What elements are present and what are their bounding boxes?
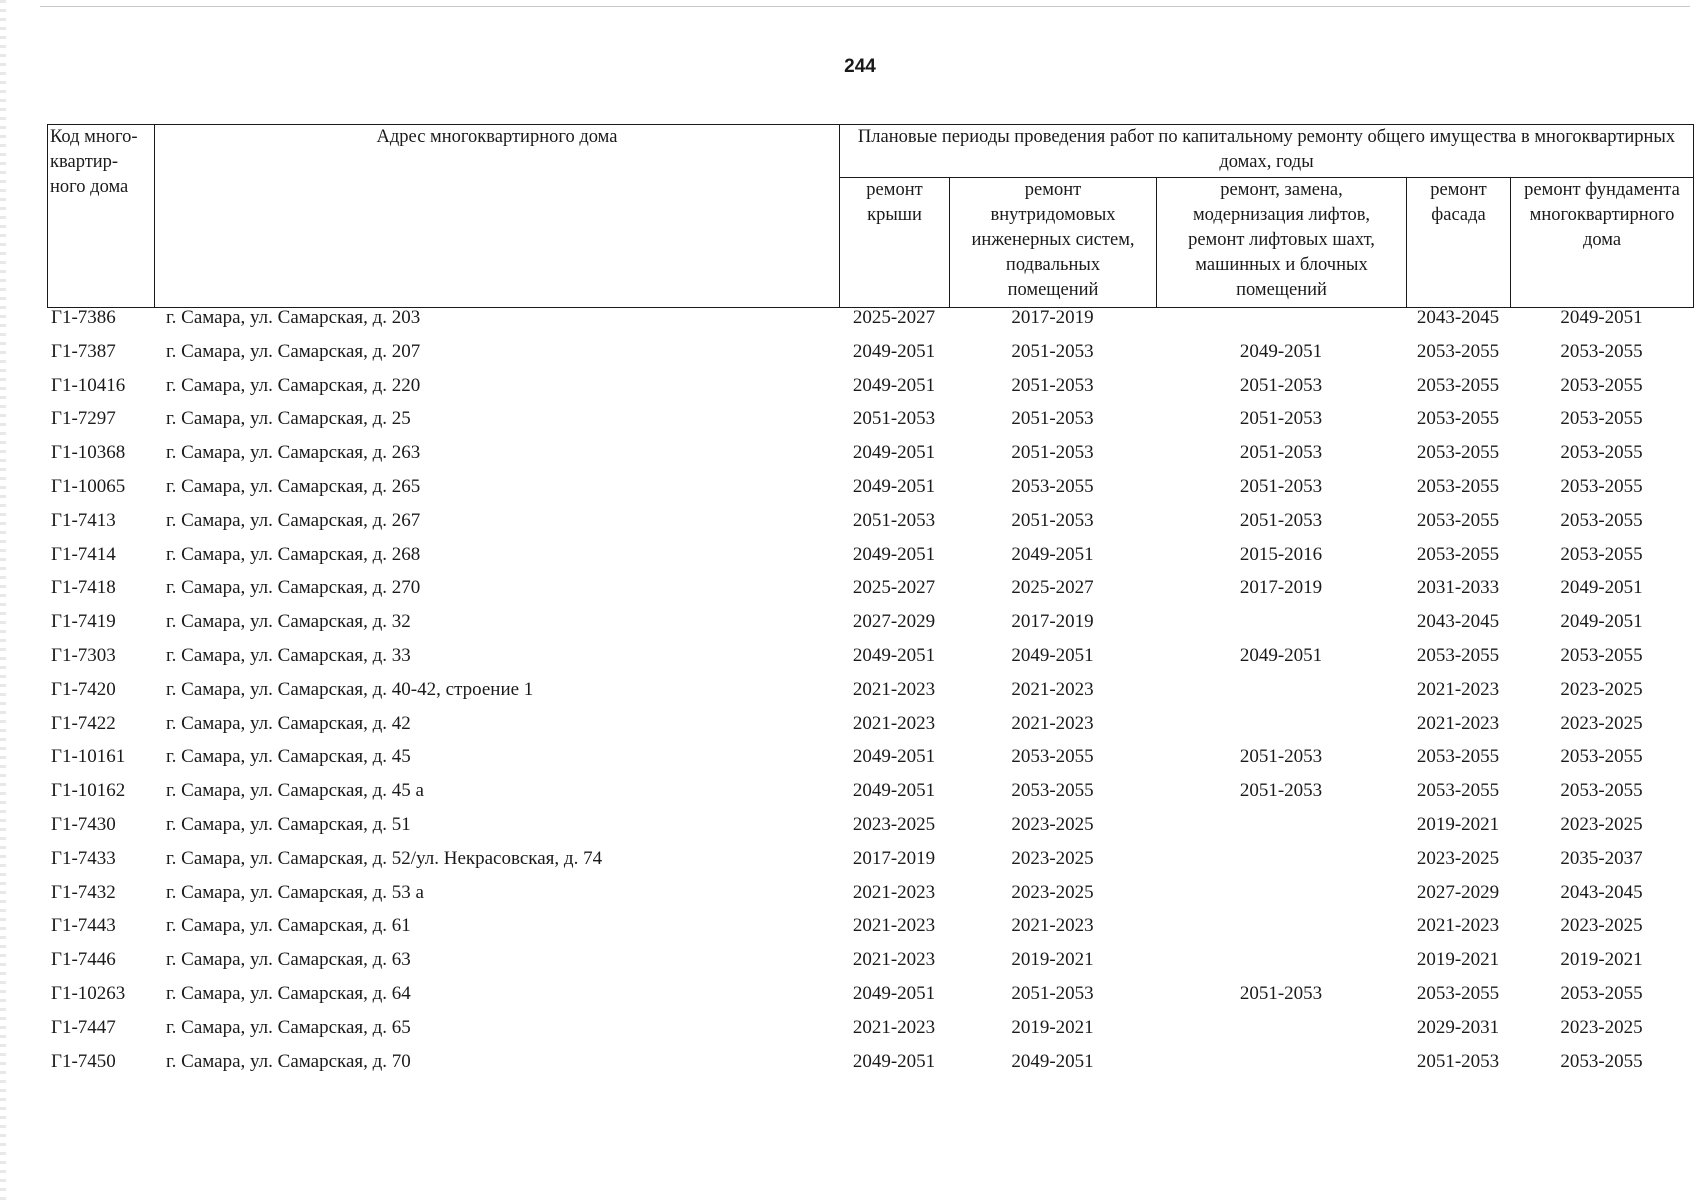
scan-edge-top bbox=[40, 6, 1690, 7]
cell-elevators: 2051-2053 bbox=[1239, 509, 1323, 531]
cell-code: Г1-7446 bbox=[51, 949, 116, 971]
table-row bbox=[47, 577, 1693, 611]
cell-address: г. Самара, ул. Самарская, д. 207 bbox=[166, 340, 421, 362]
table-row bbox=[47, 611, 1693, 645]
cell-roof: 2025-2027 bbox=[852, 307, 936, 328]
cell-code: Г1-7418 bbox=[51, 577, 116, 599]
cell-elevators bbox=[1156, 882, 1406, 916]
cell-roof: 2025-2027 bbox=[852, 577, 936, 599]
table-header bbox=[47, 124, 1694, 308]
cell-facade: 2029-2031 bbox=[1416, 1016, 1500, 1038]
header-foundation-text: ремонт фундамента многоквартирного дома bbox=[1524, 180, 1680, 250]
cell-engineering: 2049-2051 bbox=[1011, 543, 1094, 565]
cell-facade: 2043-2045 bbox=[1416, 611, 1500, 633]
cell-roof: 2049-2051 bbox=[852, 644, 936, 666]
cell-facade: 2031-2033 bbox=[1416, 577, 1500, 599]
table-row bbox=[47, 1051, 1693, 1085]
cell-foundation: 2053-2055 bbox=[1560, 509, 1643, 531]
header-plan-periods-text: Плановые периоды проведения работ по капитальному ремонту общего имущества в многоквартирных домах, годы bbox=[857, 127, 1676, 172]
page-number: 244 bbox=[844, 56, 876, 77]
cell-code: Г1-10161 bbox=[51, 746, 126, 768]
cell-elevators: 2051-2053 bbox=[1239, 374, 1323, 396]
cell-address: г. Самара, ул. Самарская, д. 220 bbox=[166, 374, 421, 396]
cell-code: Г1-7414 bbox=[51, 543, 116, 565]
header-roof-text: ремонт крыши bbox=[866, 180, 923, 225]
cell-roof: 2021-2023 bbox=[852, 712, 936, 734]
cell-elevators: 2051-2053 bbox=[1239, 982, 1323, 1004]
cell-address: г. Самара, ул. Самарская, д. 203 bbox=[166, 307, 421, 328]
cell-foundation: 2053-2055 bbox=[1560, 374, 1643, 396]
cell-code: Г1-7447 bbox=[51, 1016, 116, 1038]
cell-roof: 2021-2023 bbox=[852, 1016, 936, 1038]
cell-code: Г1-10065 bbox=[51, 475, 126, 497]
cell-roof: 2049-2051 bbox=[852, 982, 936, 1004]
cell-engineering: 2025-2027 bbox=[1011, 577, 1094, 599]
cell-engineering: 2051-2053 bbox=[1011, 982, 1094, 1004]
cell-engineering: 2053-2055 bbox=[1011, 475, 1094, 497]
cell-roof: 2049-2051 bbox=[852, 543, 936, 565]
cell-code: Г1-7420 bbox=[51, 678, 116, 700]
cell-code: Г1-10416 bbox=[51, 374, 126, 396]
table-row bbox=[47, 307, 1693, 341]
cell-foundation: 2023-2025 bbox=[1560, 813, 1643, 835]
cell-foundation: 2049-2051 bbox=[1560, 307, 1643, 328]
cell-elevators bbox=[1156, 848, 1406, 882]
cell-code: Г1-7303 bbox=[51, 644, 116, 666]
table-row bbox=[47, 1017, 1693, 1051]
table-row bbox=[47, 915, 1693, 949]
cell-elevators: 2051-2053 bbox=[1239, 475, 1323, 497]
cell-foundation: 2049-2051 bbox=[1560, 577, 1643, 599]
cell-roof: 2051-2053 bbox=[852, 408, 936, 430]
header-facade bbox=[1407, 178, 1511, 308]
cell-engineering: 2023-2025 bbox=[1011, 847, 1094, 869]
cell-roof: 2027-2029 bbox=[852, 611, 936, 633]
cell-engineering: 2049-2051 bbox=[1011, 1050, 1094, 1072]
cell-foundation: 2053-2055 bbox=[1560, 644, 1643, 666]
cell-address: г. Самара, ул. Самарская, д. 33 bbox=[166, 644, 411, 666]
cell-engineering: 2051-2053 bbox=[1011, 408, 1094, 430]
cell-engineering: 2051-2053 bbox=[1011, 340, 1094, 362]
cell-roof: 2021-2023 bbox=[852, 881, 936, 903]
table-row bbox=[47, 983, 1693, 1017]
cell-code: Г1-7433 bbox=[51, 847, 116, 869]
cell-elevators bbox=[1156, 713, 1406, 747]
cell-code: Г1-7387 bbox=[51, 340, 116, 362]
cell-foundation: 2053-2055 bbox=[1560, 982, 1643, 1004]
cell-facade: 2051-2053 bbox=[1416, 1050, 1500, 1072]
cell-facade: 2053-2055 bbox=[1416, 340, 1500, 362]
cell-facade: 2053-2055 bbox=[1416, 746, 1500, 768]
cell-engineering: 2051-2053 bbox=[1011, 442, 1094, 464]
cell-elevators: 2051-2053 bbox=[1239, 746, 1323, 768]
cell-elevators bbox=[1156, 1051, 1406, 1085]
cell-engineering: 2053-2055 bbox=[1011, 780, 1094, 802]
cell-code: Г1-7443 bbox=[51, 915, 116, 937]
table-row bbox=[47, 679, 1693, 713]
cell-facade: 2023-2025 bbox=[1416, 847, 1500, 869]
cell-engineering: 2021-2023 bbox=[1011, 712, 1094, 734]
cell-foundation: 2053-2055 bbox=[1560, 408, 1643, 430]
table-row bbox=[47, 375, 1693, 409]
cell-facade: 2043-2045 bbox=[1416, 307, 1500, 328]
cell-engineering: 2051-2053 bbox=[1011, 509, 1094, 531]
cell-elevators bbox=[1156, 1017, 1406, 1051]
cell-engineering: 2023-2025 bbox=[1011, 813, 1094, 835]
cell-roof: 2049-2051 bbox=[852, 340, 936, 362]
cell-foundation: 2049-2051 bbox=[1560, 611, 1643, 633]
cell-address: г. Самара, ул. Самарская, д. 32 bbox=[166, 611, 411, 633]
cell-facade: 2053-2055 bbox=[1416, 543, 1500, 565]
header-facade-text: ремонт фасада bbox=[1430, 180, 1487, 225]
cell-elevators: 2015-2016 bbox=[1239, 543, 1323, 565]
header-engineering bbox=[950, 178, 1157, 308]
cell-facade: 2021-2023 bbox=[1416, 678, 1500, 700]
cell-foundation: 2023-2025 bbox=[1560, 678, 1643, 700]
header-code bbox=[48, 125, 155, 308]
cell-facade: 2053-2055 bbox=[1416, 509, 1500, 531]
cell-engineering: 2017-2019 bbox=[1011, 307, 1094, 328]
cell-address: г. Самара, ул. Самарская, д. 25 bbox=[166, 408, 411, 430]
cell-foundation: 2023-2025 bbox=[1560, 915, 1643, 937]
cell-address: г. Самара, ул. Самарская, д. 70 bbox=[166, 1050, 411, 1072]
cell-foundation: 2043-2045 bbox=[1560, 881, 1643, 903]
cell-address: г. Самара, ул. Самарская, д. 40-42, строение 1 bbox=[166, 678, 534, 700]
cell-roof: 2049-2051 bbox=[852, 374, 936, 396]
cell-elevators bbox=[1156, 915, 1406, 949]
cell-code: Г1-10368 bbox=[51, 442, 126, 464]
cell-foundation: 2023-2025 bbox=[1560, 712, 1643, 734]
cell-roof: 2049-2051 bbox=[852, 1050, 936, 1072]
table-row bbox=[47, 442, 1693, 476]
cell-code: Г1-7450 bbox=[51, 1050, 116, 1072]
cell-code: Г1-10162 bbox=[51, 780, 126, 802]
cell-foundation: 2053-2055 bbox=[1560, 475, 1643, 497]
header-elevators-text: ремонт, замена, модернизация лифтов, ремонт лифтовых шахт, машинных и блочных помещений bbox=[1188, 180, 1375, 300]
header-code-text: Код много- квартир- ного дома bbox=[50, 127, 138, 197]
cell-roof: 2021-2023 bbox=[852, 678, 936, 700]
cell-facade: 2053-2055 bbox=[1416, 442, 1500, 464]
cell-elevators: 2051-2053 bbox=[1239, 408, 1323, 430]
cell-foundation: 2053-2055 bbox=[1560, 442, 1643, 464]
cell-roof: 2021-2023 bbox=[852, 915, 936, 937]
cell-address: г. Самара, ул. Самарская, д. 52/ул. Некрасовская, д. 74 bbox=[166, 847, 603, 869]
cell-address: г. Самара, ул. Самарская, д. 45 а bbox=[166, 780, 424, 802]
cell-address: г. Самара, ул. Самарская, д. 42 bbox=[166, 712, 411, 734]
cell-facade: 2021-2023 bbox=[1416, 915, 1500, 937]
cell-code: Г1-7297 bbox=[51, 408, 116, 430]
cell-engineering: 2053-2055 bbox=[1011, 746, 1094, 768]
cell-code: Г1-7413 bbox=[51, 509, 116, 531]
cell-address: г. Самара, ул. Самарская, д. 268 bbox=[166, 543, 421, 565]
cell-address: г. Самара, ул. Самарская, д. 64 bbox=[166, 982, 411, 1004]
cell-elevators: 2017-2019 bbox=[1239, 577, 1323, 599]
header-roof bbox=[840, 178, 950, 308]
cell-elevators bbox=[1156, 307, 1406, 341]
cell-facade: 2021-2023 bbox=[1416, 712, 1500, 734]
cell-foundation: 2019-2021 bbox=[1560, 949, 1643, 971]
header-address-text: Адрес многоквартирного дома bbox=[376, 127, 618, 147]
table-body bbox=[47, 307, 1693, 1084]
cell-engineering: 2019-2021 bbox=[1011, 1016, 1094, 1038]
cell-address: г. Самара, ул. Самарская, д. 265 bbox=[166, 475, 421, 497]
header-elevators bbox=[1157, 178, 1407, 308]
cell-code: Г1-10263 bbox=[51, 982, 126, 1004]
cell-engineering: 2049-2051 bbox=[1011, 644, 1094, 666]
table-row bbox=[47, 341, 1693, 375]
cell-address: г. Самара, ул. Самарская, д. 51 bbox=[166, 813, 411, 835]
header-engineering-text: ремонт внутридомовых инженерных систем, подвальных помещений bbox=[971, 180, 1135, 300]
cell-facade: 2053-2055 bbox=[1416, 408, 1500, 430]
cell-roof: 2049-2051 bbox=[852, 780, 936, 802]
cell-address: г. Самара, ул. Самарская, д. 263 bbox=[166, 442, 421, 464]
cell-engineering: 2023-2025 bbox=[1011, 881, 1094, 903]
cell-address: г. Самара, ул. Самарская, д. 267 bbox=[166, 509, 421, 531]
cell-facade: 2027-2029 bbox=[1416, 881, 1500, 903]
cell-foundation: 2053-2055 bbox=[1560, 1050, 1643, 1072]
cell-elevators bbox=[1156, 611, 1406, 645]
cell-code: Г1-7419 bbox=[51, 611, 116, 633]
cell-roof: 2049-2051 bbox=[852, 746, 936, 768]
cell-roof: 2049-2051 bbox=[852, 475, 936, 497]
header-plan-periods bbox=[840, 125, 1694, 178]
cell-roof: 2051-2053 bbox=[852, 509, 936, 531]
table-row bbox=[47, 882, 1693, 916]
cell-elevators: 2049-2051 bbox=[1239, 644, 1323, 666]
cell-roof: 2017-2019 bbox=[852, 847, 936, 869]
cell-foundation: 2023-2025 bbox=[1560, 1016, 1643, 1038]
cell-address: г. Самара, ул. Самарская, д. 65 bbox=[166, 1016, 411, 1038]
table-row bbox=[47, 746, 1693, 780]
cell-elevators: 2051-2053 bbox=[1239, 442, 1323, 464]
cell-code: Г1-7422 bbox=[51, 712, 116, 734]
table-row bbox=[47, 645, 1693, 679]
cell-facade: 2053-2055 bbox=[1416, 644, 1500, 666]
cell-address: г. Самара, ул. Самарская, д. 63 bbox=[166, 949, 411, 971]
cell-engineering: 2017-2019 bbox=[1011, 611, 1094, 633]
cell-elevators bbox=[1156, 949, 1406, 983]
cell-address: г. Самара, ул. Самарская, д. 45 bbox=[166, 746, 411, 768]
cell-foundation: 2053-2055 bbox=[1560, 543, 1643, 565]
cell-facade: 2053-2055 bbox=[1416, 982, 1500, 1004]
cell-elevators bbox=[1156, 679, 1406, 713]
cell-facade: 2053-2055 bbox=[1416, 475, 1500, 497]
cell-engineering: 2051-2053 bbox=[1011, 374, 1094, 396]
table-row bbox=[47, 848, 1693, 882]
cell-foundation: 2035-2037 bbox=[1560, 847, 1643, 869]
cell-address: г. Самара, ул. Самарская, д. 53 а bbox=[166, 881, 424, 903]
cell-facade: 2053-2055 bbox=[1416, 780, 1500, 802]
header-address bbox=[155, 125, 840, 308]
table-row bbox=[47, 949, 1693, 983]
cell-elevators bbox=[1156, 814, 1406, 848]
cell-foundation: 2053-2055 bbox=[1560, 340, 1643, 362]
cell-roof: 2021-2023 bbox=[852, 949, 936, 971]
cell-facade: 2019-2021 bbox=[1416, 813, 1500, 835]
table-row bbox=[47, 814, 1693, 848]
cell-foundation: 2053-2055 bbox=[1560, 746, 1643, 768]
cell-code: Г1-7430 bbox=[51, 813, 116, 835]
table-row bbox=[47, 713, 1693, 747]
cell-engineering: 2021-2023 bbox=[1011, 678, 1094, 700]
table-row bbox=[47, 544, 1693, 578]
table-row bbox=[47, 476, 1693, 510]
data-table bbox=[47, 307, 1693, 1084]
table-row bbox=[47, 780, 1693, 814]
cell-facade: 2019-2021 bbox=[1416, 949, 1500, 971]
cell-address: г. Самара, ул. Самарская, д. 270 bbox=[166, 577, 421, 599]
cell-code: Г1-7432 bbox=[51, 881, 116, 903]
cell-roof: 2023-2025 bbox=[852, 813, 936, 835]
cell-facade: 2053-2055 bbox=[1416, 374, 1500, 396]
cell-engineering: 2019-2021 bbox=[1011, 949, 1094, 971]
cell-address: г. Самара, ул. Самарская, д. 61 bbox=[166, 915, 411, 937]
header-foundation bbox=[1511, 178, 1694, 308]
table-row bbox=[47, 510, 1693, 544]
table-row bbox=[47, 408, 1693, 442]
scan-edge-left bbox=[0, 0, 6, 1200]
cell-code: Г1-7386 bbox=[51, 307, 116, 328]
cell-foundation: 2053-2055 bbox=[1560, 780, 1643, 802]
cell-elevators: 2051-2053 bbox=[1239, 780, 1323, 802]
cell-elevators: 2049-2051 bbox=[1239, 340, 1323, 362]
cell-roof: 2049-2051 bbox=[852, 442, 936, 464]
cell-engineering: 2021-2023 bbox=[1011, 915, 1094, 937]
